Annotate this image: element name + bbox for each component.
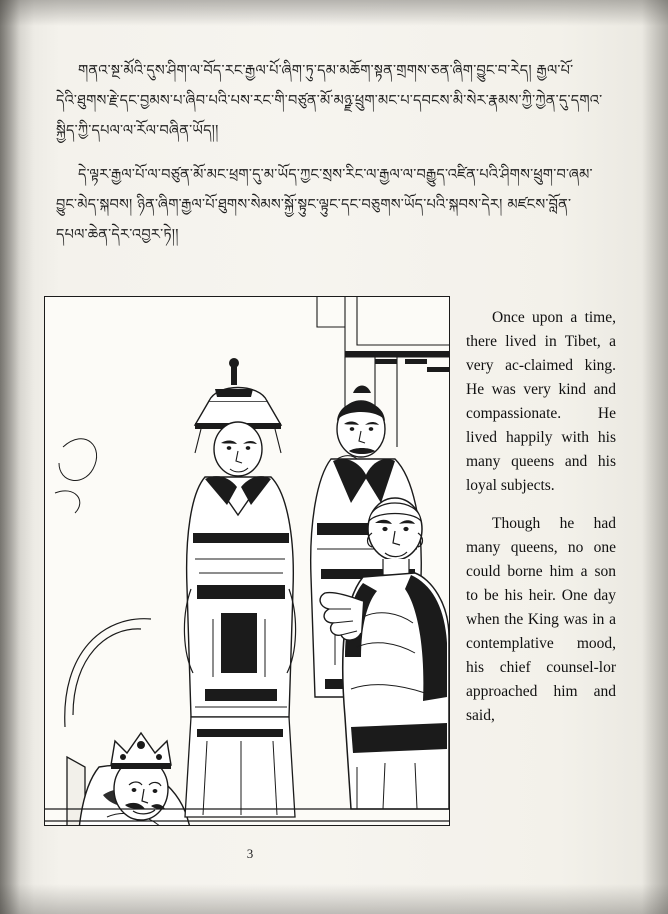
tibetan-text-block — [56, 56, 626, 264]
page-number: 3 — [246, 846, 254, 861]
tibetan-line: དེའི་ཐུགས་རྗེ་དང་བྱམས་པ་ཞིབ་པའི་པས་རང་གི་བཙུན་མོ་མཉྫ་ཕྲུག་མང་པ་དབངས་མི་སེར་རྣམས་ཀྱི་ཀྱེན་དུ་དགའ་ — [56, 93, 603, 109]
tibetan-line: གནའ་སྔ་མོའི་དུས་ཤིག་ལ་བོད་རང་རྒྱལ་པོ་ཞིག་ཏུ་དམ་མཆོག་སྟན་གྲགས་ཅན་ཞིག་བྱུང་བ་རེད། རྒྱལ་པོ་ — [78, 63, 574, 79]
gutter-shadow — [0, 0, 34, 914]
illustration-drawing — [45, 297, 449, 825]
tibetan-line: དཔལ་ཆེན་དེར་འབྱར་ཏེ།། — [56, 227, 179, 243]
english-text-column — [466, 306, 616, 742]
top-shadow — [0, 0, 668, 26]
tibetan-line: སྐྱིད་ཀྱི་དཔལ་ལ་རོལ་བཞིན་ཡོད།། — [56, 123, 219, 139]
tibetan-line: དེ་ལྟར་རྒྱལ་པོ་ལ་བཙུན་མོ་མང་ཕྲག་དུ་མ་ཡོད་ཀྱང་སྲས་རིང་ལ་རྒྱལ་ལ་བརྒྱུད་འཛིན་པའི་ཤིགས་ཕྲུག་བ་ཞམ་ — [78, 167, 593, 183]
tibetan-line: བྱུང་མེད་སྐབས། ཉིན་ཞིག་རྒྱལ་པོ་ཐུགས་སེམས་སྐྱོ་སྟུང་ལྟུང་དང་བཅུགས་ཡོད་པའི་སྐབས་དེར། མཛངས་བློན་ — [56, 197, 572, 213]
right-shadow — [642, 0, 668, 914]
english-paragraph: Though he had many queens, no one could borne him a son to be his heir. One day when the King was in a contemplative mood, his chief counsel-lor approached him and said, — [466, 515, 616, 724]
tibetan-paragraph — [56, 160, 626, 250]
tibetan-paragraph — [56, 56, 626, 146]
english-paragraph: Once upon a time, there lived in Tibet, a very ac-claimed king. He was very kind and compassionate. He lived happily with his many queens and his loyal subjects. — [466, 309, 616, 494]
bottom-shadow — [0, 884, 668, 914]
king-court-illustration — [44, 296, 450, 826]
